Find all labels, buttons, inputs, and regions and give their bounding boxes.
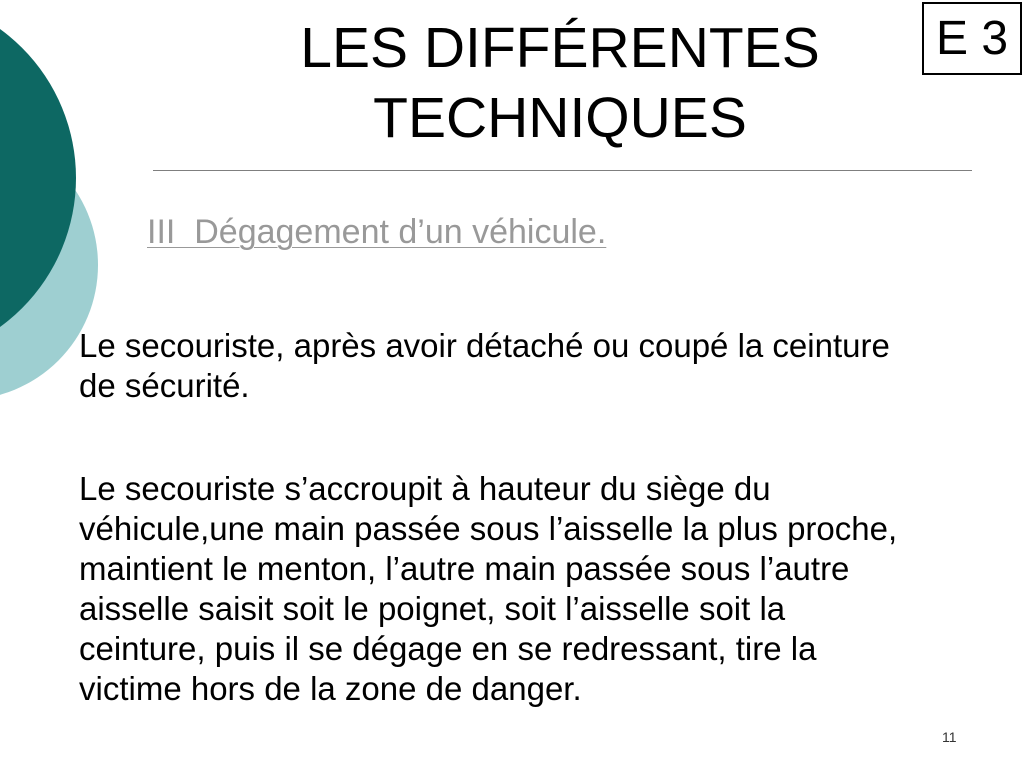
body-paragraph [79,469,897,709]
paragraph-line: victime hors de la zone de danger. [79,670,582,707]
body-paragraph [79,326,890,406]
paragraph-line: ceinture, puis il se dégage en se redressant, tire la [79,630,817,667]
paragraph-line: de sécurité. [79,367,250,404]
paragraph-line: Le secouriste s’accroupit à hauteur du siège du [79,470,771,507]
slide-title-line: LES DIFFÉRENTES [300,16,820,80]
title-divider [153,170,972,171]
slide-title [150,13,970,153]
slide-code-badge: E 3 [922,2,1022,75]
section-heading: III Dégagement d’un véhicule. [147,213,607,251]
paragraph-line: maintient le menton, l’autre main passée sous l’autre [79,550,850,587]
paragraph-line: véhicule,une main passée sous l’aisselle la plus proche, [79,510,898,547]
page-number: 11 [942,729,957,745]
paragraph-line: aisselle saisit soit le poignet, soit l’aisselle soit la [79,590,786,627]
slide-title-line: TECHNIQUES [373,86,747,150]
paragraph-line: Le secouriste, après avoir détaché ou coupé la ceinture [79,327,890,364]
